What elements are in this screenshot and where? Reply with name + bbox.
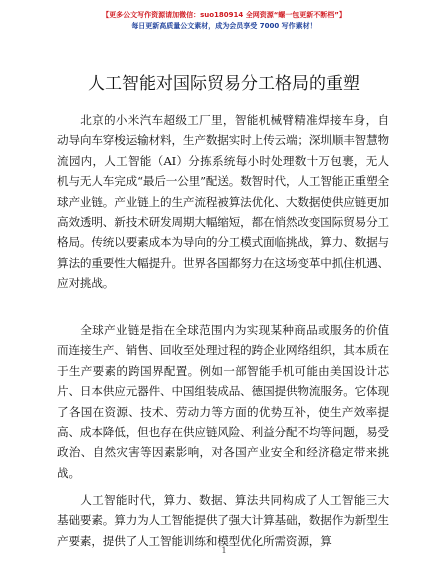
paragraph-3: 人工智能时代，算力、数据、算法共同构成了人工智能三大基础要素。算力为人工智能提供了强大计算基础，数据作为新型生产要素，提供了人工智能训练和模型优化所需资源，算 [57,493,389,548]
document-title: 人工智能对国际贸易分工格局的重塑 [88,74,360,94]
paragraph-2: 全球产业链是指在全球范围内为实现某种商品或服务的价值而连接生产、销售、回收至处理过程的跨企业网络组织，其本质在于生产要素的跨国界配置。例如一部智能手机可能由美国设计芯片、日本供应元器件、中国组装成品、德国提供物流服务。它体现了各国在资源、技术、劳动力等方面的优势互补，使生产效率提高、成本降低，但也存在供应链风险、利益分配不均等问题，易受政治、自然灾害等因素影响，对各国产业安全和经济稳定带来挑战。 [57,323,389,480]
header-promo-line: 【更多公文写作资源请加微信：suo180914 全网资源“螺一包更新不断档”】 [102,11,346,19]
page-number: 1 [221,546,227,555]
header-subtitle-line: 每日更新高质量公文素材，成为会员享受 7000 写作素材！ [131,22,317,30]
paragraph-1: 北京的小米汽车超级工厂里，智能机械臂精准焊接车身，自动导向车穿梭运输材料，生产数据实时上传云端；深圳顺丰智慧物流园内，人工智能（AI）分拣系统每小时处理数十万包裹，无人机与无人车完成“最后一公里”配送。数智时代，人工智能正重塑全球产业链。产业链上的生产流程被算法优化、大数据使供应链更加高效透明、新技术研发周期大幅缩短，都在悄然改变国际贸易分工格局。传统以要素成本为导向的分工模式面临挑战，算力、数据与算法的重要性大幅提升。世界各国都努力在这场变革中抓住机遇、应对挑战。 [57,113,389,291]
